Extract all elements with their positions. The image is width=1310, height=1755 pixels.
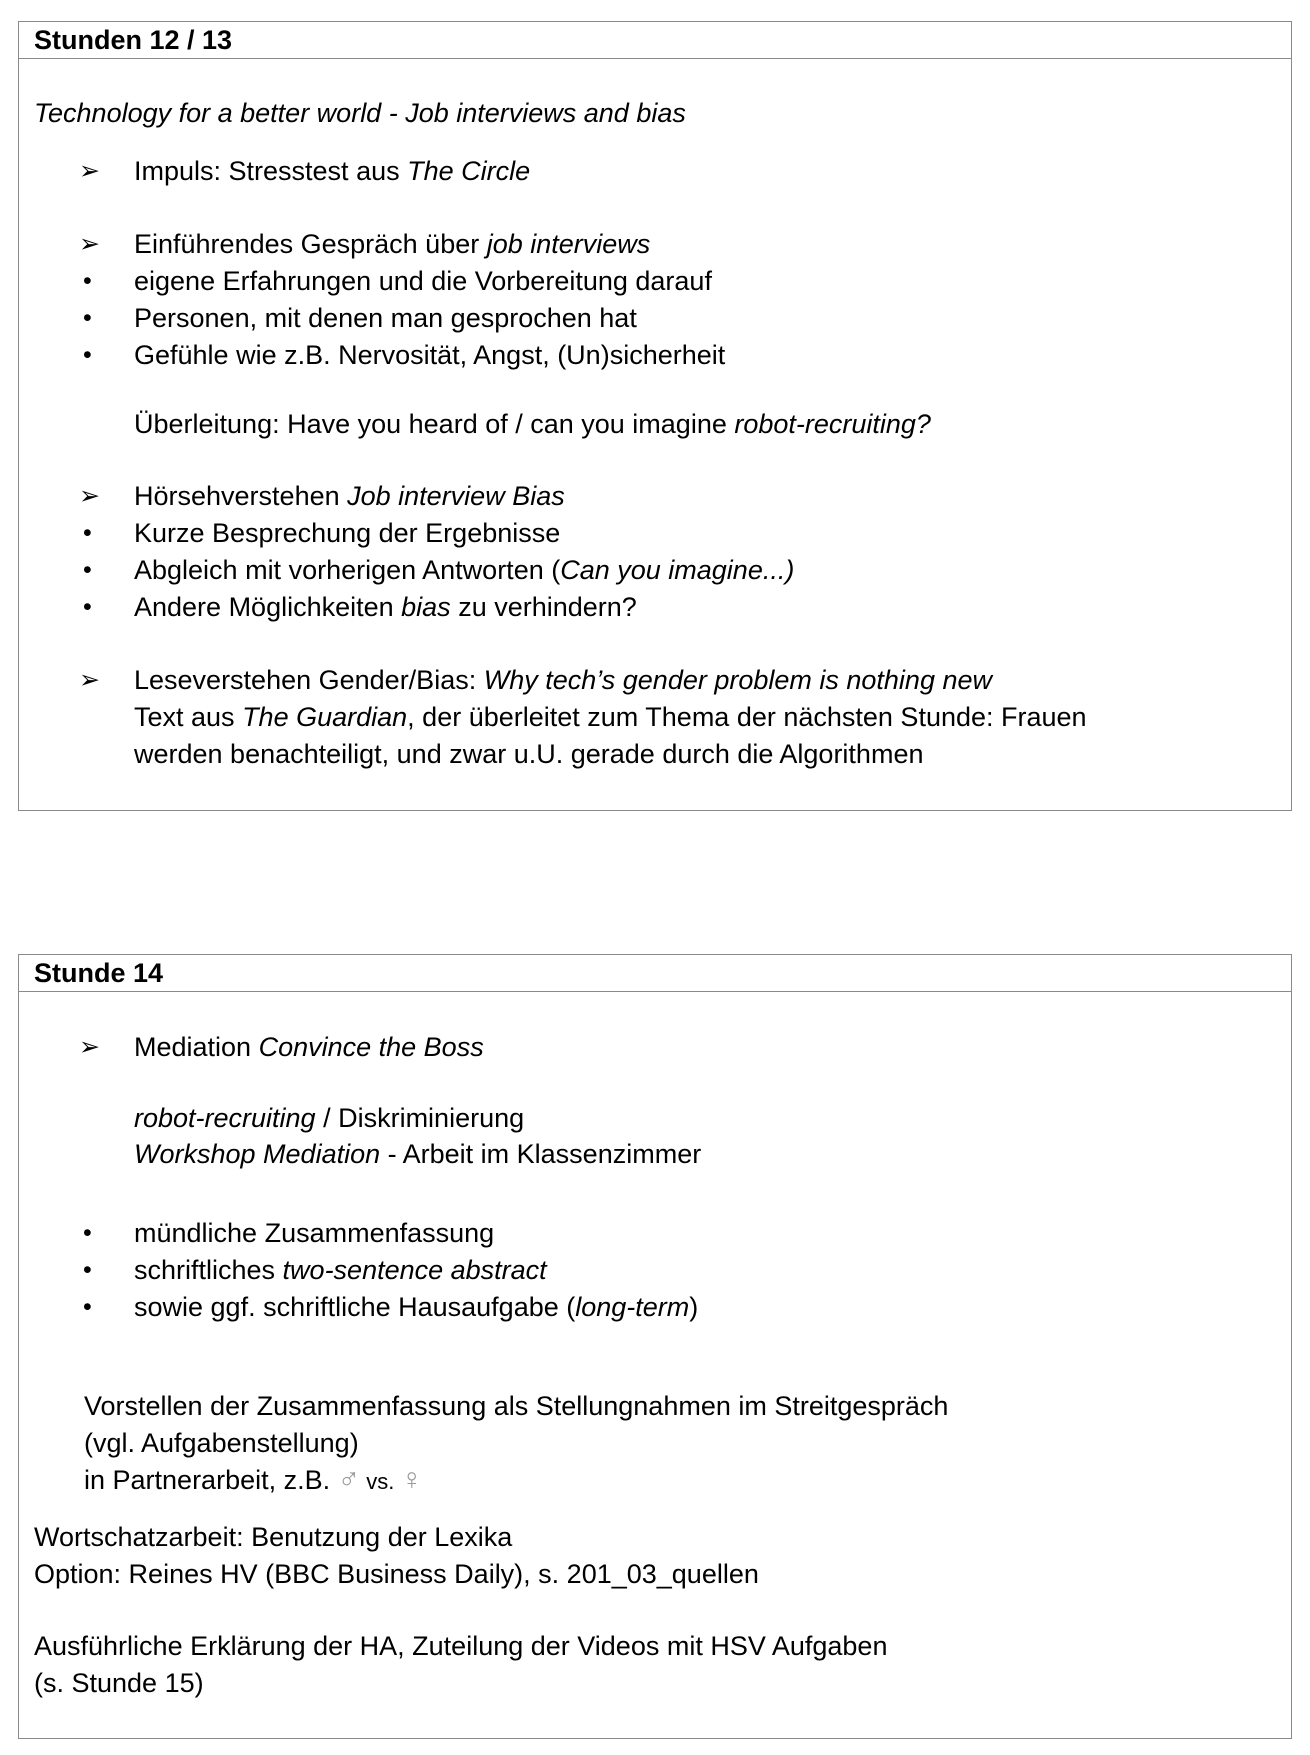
item-text-aus: Text aus The Guardian, der überleitet zum Thema der nächsten Stunde: Frauen	[134, 702, 1087, 732]
item-impuls: Impuls: Stresstest aus The Circle	[134, 156, 531, 186]
bullet-icon: •	[83, 593, 92, 621]
bullet-item: Andere Möglichkeiten bias zu verhindern?	[134, 592, 637, 622]
item-hoersehverstehen: Hörsehverstehen Job interview Bias	[134, 481, 565, 511]
bullet-item: sowie ggf. schriftliche Hausaufgabe (long-term)	[134, 1292, 699, 1322]
arrow-bullet-icon: ➢	[79, 1033, 100, 1061]
bullet-item: Gefühle wie z.B. Nervosität, Angst, (Un)sicherheit	[134, 340, 726, 370]
bullet-icon: •	[83, 1219, 92, 1247]
lesson-box-14	[18, 954, 1292, 1739]
item-wortschatz: Wortschatzarbeit: Benutzung der Lexika	[34, 1522, 513, 1552]
bullet-item: mündliche Zusammenfassung	[134, 1218, 495, 1248]
item-ueberleitung: Überleitung: Have you heard of / can you imagine robot-recruiting?	[134, 409, 931, 439]
bullet-item: Abgleich mit vorherigen Antworten (Can you imagine...)	[134, 555, 795, 585]
bullet-icon: •	[83, 267, 92, 295]
bullet-item: eigene Erfahrungen und die Vorbereitung darauf	[134, 266, 712, 296]
bullet-item: schriftliches two-sentence abstract	[134, 1255, 547, 1285]
lesson-box-12-13	[18, 21, 1292, 811]
item-gespraech: Einführendes Gespräch über job interviews	[134, 229, 651, 259]
arrow-bullet-icon: ➢	[79, 157, 100, 185]
male-symbol-icon: ♂	[337, 1463, 361, 1496]
female-symbol-icon: ♀	[400, 1463, 423, 1496]
item-mediation: Mediation Convince the Boss	[134, 1032, 484, 1062]
lesson-header: Stunden 12 / 13	[19, 22, 1291, 59]
bullet-icon: •	[83, 341, 92, 369]
bullet-item: Kurze Besprechung der Ergebnisse	[134, 518, 561, 548]
item-option: Option: Reines HV (BBC Business Daily), s. 201_03_quellen	[34, 1559, 759, 1589]
item-ha: Ausführliche Erklärung der HA, Zuteilung der Videos mit HSV Aufgaben	[34, 1631, 888, 1661]
bullet-icon: •	[83, 1256, 92, 1284]
item-leseverstehen: Leseverstehen Gender/Bias: Why tech’s gender problem is nothing new	[134, 665, 992, 695]
bullet-icon: •	[83, 1293, 92, 1321]
item-robot-recruiting: robot-recruiting / Diskriminierung	[134, 1103, 525, 1133]
bullet-icon: •	[83, 556, 92, 584]
bullet-item: Personen, mit denen man gesprochen hat	[134, 303, 637, 333]
lesson-header: Stunde 14	[19, 955, 1291, 992]
item-werden: werden benachteiligt, und zwar u.U. gerade durch die Algorithmen	[134, 739, 924, 769]
arrow-bullet-icon: ➢	[79, 482, 100, 510]
arrow-bullet-icon: ➢	[79, 230, 100, 258]
item-partnerarbeit: in Partnerarbeit, z.B. ♂ vs. ♀	[84, 1463, 423, 1496]
arrow-bullet-icon: ➢	[79, 666, 100, 694]
bullet-icon: •	[83, 304, 92, 332]
item-vorstellen: (vgl. Aufgabenstellung)	[84, 1428, 359, 1458]
item-workshop: Workshop Mediation - Arbeit im Klassenzimmer	[134, 1139, 702, 1169]
bullet-icon: •	[83, 519, 92, 547]
lesson-title: Technology for a better world - Job interviews and bias	[34, 98, 686, 128]
item-ha: (s. Stunde 15)	[34, 1668, 204, 1698]
item-vorstellen: Vorstellen der Zusammenfassung als Stellungnahmen im Streitgespräch	[84, 1391, 949, 1421]
